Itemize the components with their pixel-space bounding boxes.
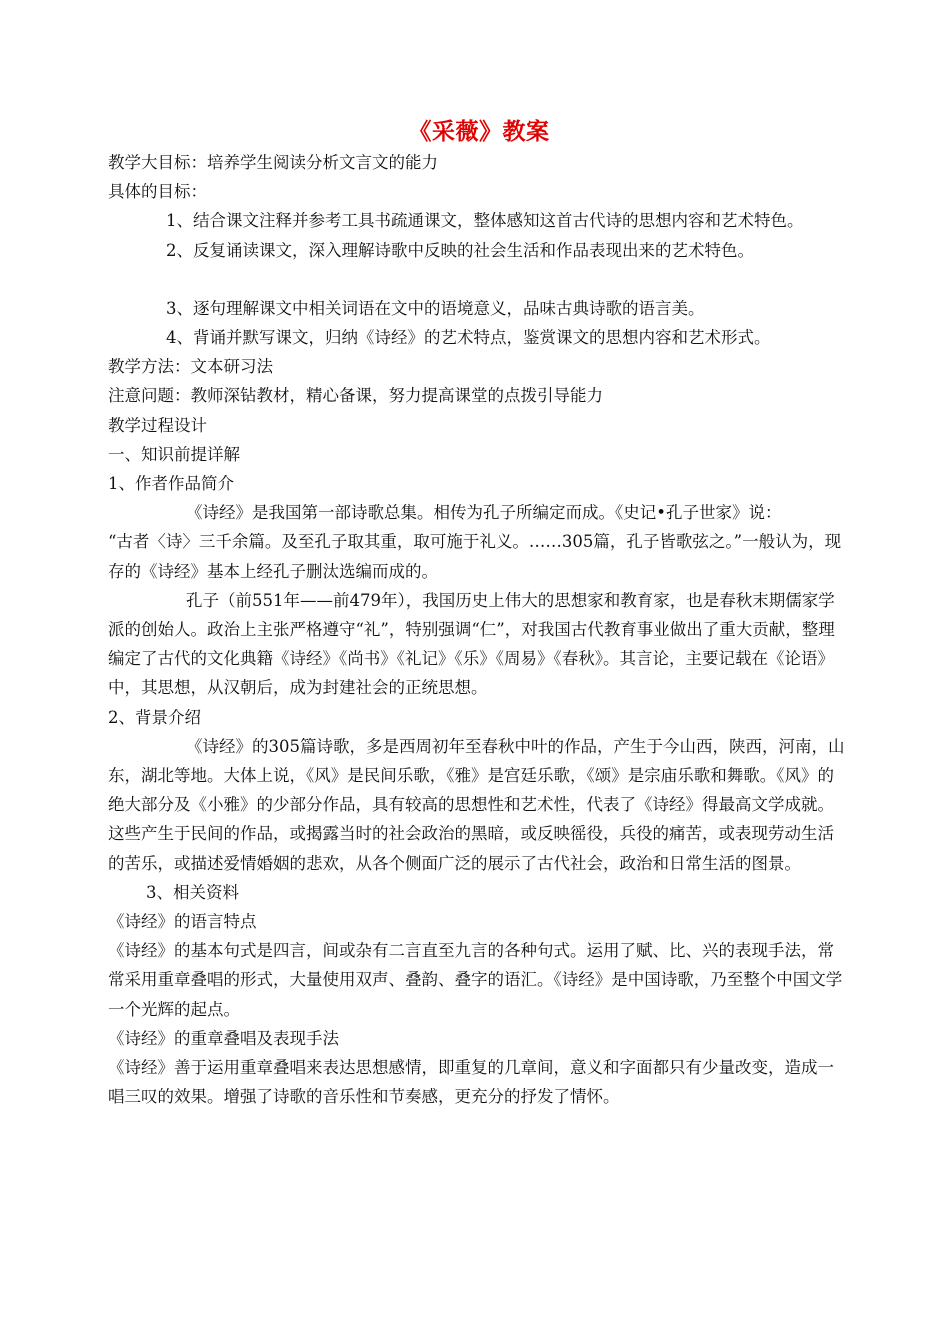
goal-item-1: 1、结合课文注释并参考工具书疏通课文，整体感知这首古代诗的思想内容和艺术特色。	[166, 211, 804, 231]
subsection-heading-materials: 3、相关资料	[146, 882, 239, 902]
section-heading-1: 一、知识前提详解	[108, 444, 240, 464]
paragraph-shijing-intro: 《诗经》是我国第一部诗歌总集。相传为孔子所编定而成。《史记•孔子世家》说：	[186, 503, 782, 523]
heading-repetition: 《诗经》的重章叠唱及表现手法	[108, 1028, 339, 1048]
subsection-heading-background: 2、背景介绍	[108, 707, 201, 727]
paragraph-background: 《诗经》的305篇诗歌，多是西周初年至春秋中叶的作品，产生于今山西，陕西，河南，山东，湖北等地。大体上说，《风》是民间乐歌，《雅》是宫廷乐歌，《颂》是宗庙乐歌和舞歌。《风》的绝大部分及《小雅》的少部分作品，具有较高的思想性和艺术性，代表了《诗经》得最高文学成就。这些产生于民间的作品，或揭露当时的社会政治的黑暗，或反映徭役，兵役的痛苦，或表现劳动生活的苦乐，或描述爱情婚姻的悲欢，从各个侧面广泛的展示了古代社会，政治和日常生活的图景。	[108, 736, 845, 873]
attention-issues: 注意问题：教师深钻教材，精心备课，努力提高课堂的点拨引导能力	[108, 386, 603, 406]
heading-language-features: 《诗经》的语言特点	[108, 912, 257, 932]
goal-item-4: 4、背诵并默写课文，归纳《诗经》的艺术特点，鉴赏课文的思想内容和艺术形式。	[166, 328, 771, 348]
specific-goals-heading: 具体的目标：	[108, 182, 207, 202]
paragraph-repetition: 《诗经》善于运用重章叠唱来表达思想感情，即重复的几章间，意义和字面都只有少量改变，造成一唱三叹的效果。增强了诗歌的音乐性和节奏感，更充分的抒发了情怀。	[108, 1058, 834, 1107]
document-body	[108, 115, 850, 1112]
goal-item-3: 3、逐句理解课文中相关词语在文中的语境意义，品味古典诗歌的语言美。	[166, 298, 705, 318]
paragraph-quote: “古者〈诗〉三千余篇。及至孔子取其重，取可施于礼义。……305篇，孔子皆歌弦之。”一般认为，现存的《诗经》基本上经孔子删汰选编而成的。	[108, 532, 842, 581]
subsection-heading-author: 1、作者作品简介	[108, 474, 234, 494]
teaching-goal: 教学大目标：培养学生阅读分析文言文的能力	[108, 153, 438, 172]
blank-line	[108, 265, 850, 294]
paragraph-language-features: 《诗经》的基本句式是四言，间或杂有二言直至九言的各种句式。运用了赋、比、兴的表现手法，常常采用重章叠唱的形式，大量使用双声、叠韵、叠字的语汇。《诗经》是中国诗歌，乃至整个中国文学一个光辉的起点。	[108, 941, 843, 1019]
paragraph-confucius: 孔子（前551年——前479年），我国历史上伟大的思想家和教育家，也是春秋末期儒家学派的创始人。政治上主张严格遵守“礼”，特别强调“仁”，对我国古代教育事业做出了重大贡献，整理编定了古代的文化典籍《诗经》《尚书》《礼记》《乐》《周易》《春秋》。其言论，主要记载在《论语》中，其思想，从汉朝后，成为封建社会的正统思想。	[108, 590, 835, 698]
process-heading: 教学过程设计	[108, 415, 207, 435]
teaching-method: 教学方法：文本研习法	[108, 357, 273, 377]
goal-item-2: 2、反复诵读课文，深入理解诗歌中反映的社会生活和作品表现出来的艺术特色。	[166, 240, 754, 260]
document-title: 《采薇》教案	[408, 118, 550, 145]
